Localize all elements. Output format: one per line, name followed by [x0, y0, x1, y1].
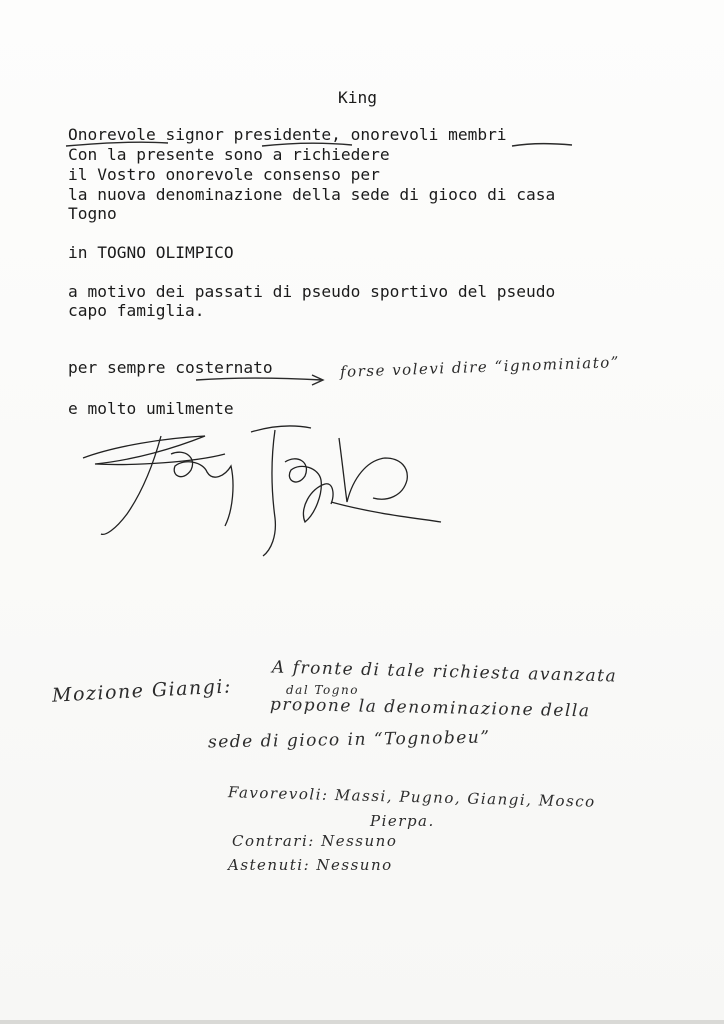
letter-line: a motivo dei passati di pseudo sportivo del pseudo — [68, 282, 556, 301]
letter-line: Togno — [68, 204, 117, 223]
letter-proposed-name: in TOGNO OLIMPICO — [68, 243, 234, 262]
vote-favorevoli: Favorevoli: Massi, Pugno, Giangi, Mosco — [227, 783, 596, 811]
margin-note: forse volevi dire “ignominiato” — [339, 353, 621, 381]
motion-insert: dal Togno — [286, 683, 359, 697]
signature — [75, 418, 445, 568]
letter-line: capo famiglia. — [68, 301, 205, 320]
motion-text-line: A fronte di tale richiesta avanzata — [271, 657, 618, 687]
vote-contrari: Contrari: Nessuno — [232, 832, 398, 850]
letter-closing: e molto umilmente — [68, 399, 234, 418]
vote-astenuti: Astenuti: Nessuno — [228, 856, 393, 874]
letter-closing: per sempre costernato — [68, 358, 273, 377]
letter-line: il Vostro onorevole consenso per — [68, 165, 380, 184]
motion-text-line: propone la denominazione della — [269, 694, 591, 722]
letter-salutation: Onorevole signor presidente, onorevoli membri — [68, 125, 507, 144]
vote-favorevoli-cont: Pierpa. — [370, 812, 435, 830]
motion-label: Mozione Giangi: — [51, 675, 233, 707]
letter-heading: King — [338, 88, 377, 107]
scan-bottom-edge — [0, 1020, 724, 1024]
letter-line: Con la presente sono a richiedere — [68, 145, 390, 164]
letter-line: la nuova denominazione della sede di gioco di casa — [68, 185, 556, 204]
motion-text-line: sede di gioco in “Tognobeu” — [207, 727, 491, 753]
